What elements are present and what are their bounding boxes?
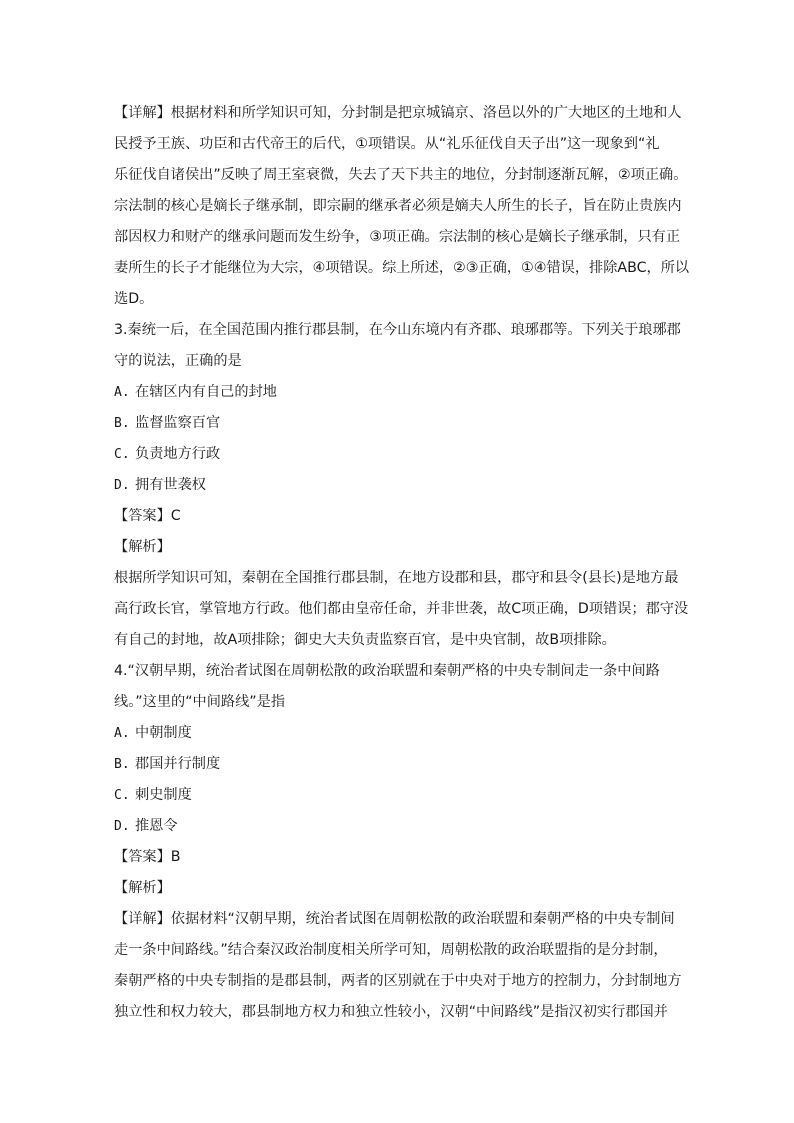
question-stem: 线。”这里的“中间路线”是指 (114, 694, 286, 710)
analysis-text: 高行政长官，掌管地方行政。他们都由皇帝任命，并非世袭，故C项正确，D项错误；郡守没 (114, 601, 689, 617)
text-line: 乐征伐自诸侯出”反映了周王室衰微，失去了天下共主的地位，分封制逐渐瓦解，②项正确。 (114, 167, 688, 183)
option-text: 监督监察百官 (135, 415, 221, 431)
analysis-text: 走一条中间路线。”结合秦汉政治制度相关所学可知，周朝松散的政治联盟指的是分封制， (114, 942, 668, 958)
intro-explanation (114, 98, 690, 315)
document-content (114, 98, 690, 1028)
option-letter: B. (114, 416, 130, 431)
answer-line: 【答案】B (114, 849, 181, 865)
option-text: 刺史制度 (135, 787, 192, 803)
analysis-text: 有自己的封地，故A项排除；御史大夫负责监察百官，是中央官制，故B项排除。 (114, 632, 616, 648)
option-c (114, 439, 684, 470)
option-b (114, 408, 684, 439)
question-stem: 守的说法，正确的是 (114, 353, 242, 369)
option-letter: C. (114, 788, 130, 803)
text-line: 选D。 (114, 291, 154, 307)
option-text: 负责地方行政 (135, 446, 221, 462)
question-stem: 4.“汉朝早期，统治者试图在周朝松散的政治联盟和秦朝严格的中央专制间走一条中间路 (114, 663, 660, 679)
question-3 (114, 315, 689, 656)
analysis-text: 独立性和权力较大，郡县制地方权力和独立性较小，汉朝“中间路线”是指汉初实行郡国并 (114, 1004, 668, 1020)
option-text: 在辖区内有自己的封地 (135, 384, 277, 400)
text-line: 宗法制的核心是嫡长子继承制，即宗嗣的继承者必须是嫡夫人所生的长子，旨在防止贵族内 (114, 198, 682, 214)
text-line: 部因权力和财产的继承问题而发生纷争，③项正确。宗法制的核心是嫡长子继承制，只有正 (114, 229, 681, 245)
analysis-text: 根据所学知识可知，秦朝在全国推行郡县制，在地方设郡和县，郡守和县令(县长)是地方最 (114, 570, 679, 586)
analysis-label: 【解析】 (114, 539, 171, 555)
option-a (114, 718, 684, 749)
option-letter: B. (114, 757, 130, 772)
option-a (114, 377, 684, 408)
option-letter: A. (114, 385, 130, 400)
option-letter: A. (114, 726, 130, 741)
text-line: 【详解】根据材料和所学知识可知，分封制是把京城镐京、洛邑以外的广大地区的土地和人 (114, 105, 682, 121)
option-text: 郡国并行制度 (135, 756, 221, 772)
analysis-text: 秦朝严格的中央专制指的是郡县制，两者的区别就在于中央对于地方的控制力，分封制地方 (114, 973, 682, 989)
option-text: 拥有世袭权 (135, 477, 206, 493)
text-line: 妻所生的长子才能继位为大宗，④项错误。综上所述，②③正确，①④错误，排除ABC，所以 (114, 260, 690, 276)
option-d (114, 811, 684, 842)
option-letter: D. (114, 819, 130, 834)
option-letter: D. (114, 478, 130, 493)
option-c (114, 780, 684, 811)
option-b (114, 749, 684, 780)
question-4 (114, 656, 684, 1028)
analysis-label: 【解析】 (114, 880, 171, 896)
option-d (114, 470, 684, 501)
option-text: 推恩令 (135, 818, 178, 834)
text-line: 民授予王族、功臣和古代帝王的后代，①项错误。从“礼乐征伐自天子出”这一现象到“礼 (114, 136, 660, 152)
question-stem: 3.秦统一后，在全国范围内推行郡县制，在今山东境内有齐郡、琅琊郡等。下列关于琅琊郡 (114, 322, 681, 338)
option-letter: C. (114, 447, 130, 462)
analysis-text: 【详解】依据材料“汉朝早期，统治者试图在周朝松散的政治联盟和秦朝严格的中央专制间 (114, 911, 675, 927)
answer-line: 【答案】C (114, 508, 181, 524)
option-text: 中朝制度 (135, 725, 192, 741)
